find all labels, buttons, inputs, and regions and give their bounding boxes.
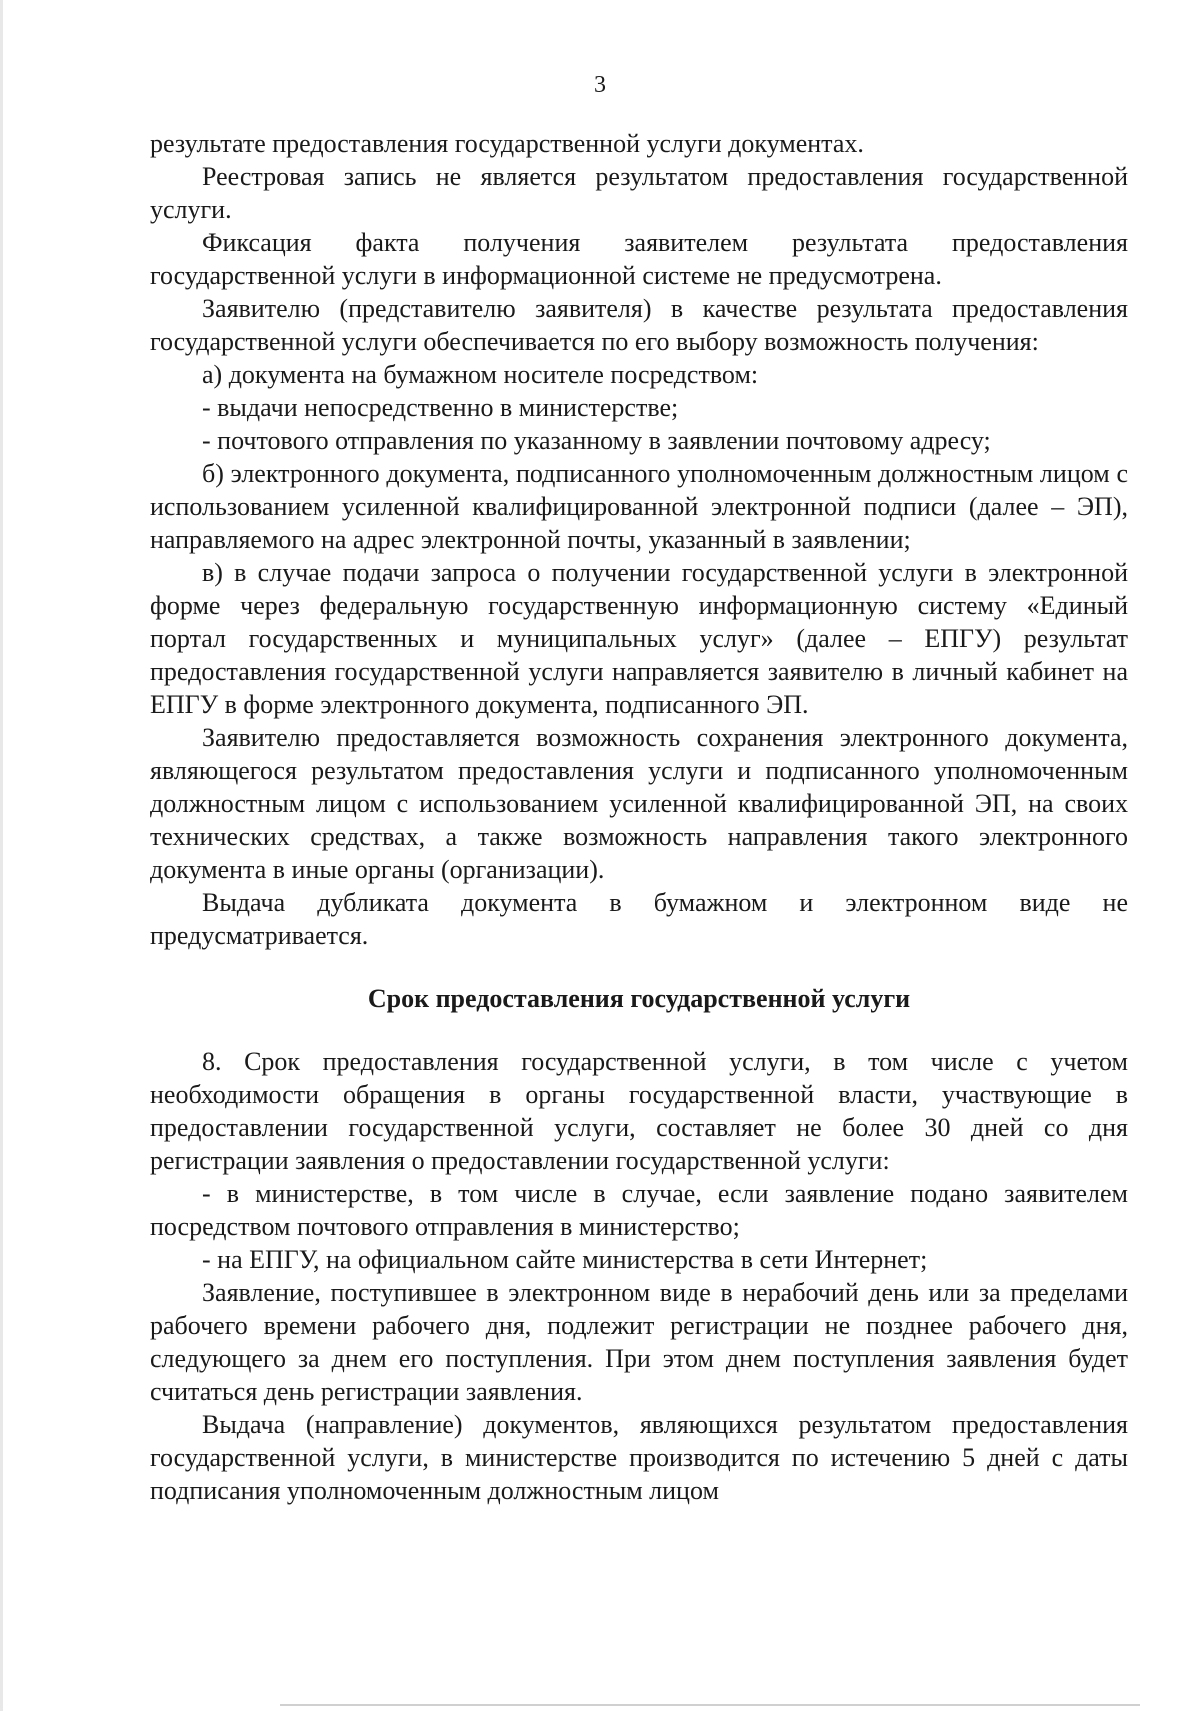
- paragraph: - почтового отправления по указанному в заявлении почтовому адресу;: [202, 426, 991, 455]
- scan-edge-left: [0, 0, 3, 1711]
- scan-edge-bottom: [280, 1704, 1140, 1706]
- paragraph: - в министерстве, в том числе в случае, если заявление подано заявителем посредством почтового отправления в министерство;: [150, 1179, 1128, 1241]
- paragraph: Выдача дубликата документа в бумажном и электронном виде не предусматривается.: [150, 888, 1128, 950]
- paragraph: Заявителю (представителю заявителя) в качестве результата предоставления государственной услуги обеспечивается по его выбору возможность получения:: [150, 294, 1128, 356]
- paragraph: б) электронного документа, подписанного уполномоченным должностным лицом с использованием усиленной квалифицированной электронной подписи (далее – ЭП), направляемого на адрес электронной почты, указанный в заявлении;: [150, 459, 1128, 554]
- paragraph: результате предоставления государственной услуги документах.: [150, 129, 864, 158]
- paragraph-group-deadline: [150, 1045, 1128, 1507]
- paragraph: - на ЕПГУ, на официальном сайте министерства в сети Интернет;: [202, 1245, 928, 1274]
- paragraph: Выдача (направление) документов, являющихся результатом предоставления государственной услуги, в министерстве производится по истечению 5 дней с даты подписания уполномоченным должностным лицом: [150, 1410, 1128, 1505]
- paragraph: Заявителю предоставляется возможность сохранения электронного документа, являющегося результатом предоставления услуги и подписанного уполномоченным должностным лицом с использованием усиленной квалифицированной ЭП, на своих технических средствах, а также возможность направления такого электронного документа в иные органы (организации).: [150, 723, 1128, 884]
- paragraph: в) в случае подачи запроса о получении государственной услуги в электронной форме через федеральную государственную информационную систему «Единый портал государственных и муниципальных услуг» (далее – ЕПГУ) результат предоставления государственной услуги направляется заявителю в личный кабинет на ЕПГУ в форме электронного документа, подписанного ЭП.: [150, 558, 1128, 719]
- paragraph: Реестровая запись не является результатом предоставления государственной услуги.: [150, 162, 1128, 224]
- page-number: 3: [594, 72, 606, 98]
- section-heading: Срок предоставления государственной услуги: [367, 984, 911, 1013]
- paragraph: - выдачи непосредственно в министерстве;: [202, 393, 679, 422]
- document-body: [150, 127, 1128, 1507]
- paragraph: Фиксация факта получения заявителем результата предоставления государственной услуги в информационной системе не предусмотрена.: [150, 228, 1128, 290]
- paragraph: Заявление, поступившее в электронном виде в нерабочий день или за пределами рабочего времени рабочего дня, подлежит регистрации не позднее рабочего дня, следующего за днем его поступления. При этом днем поступления заявления будет считаться день регистрации заявления.: [150, 1278, 1128, 1406]
- paragraph-group-results: [150, 127, 1128, 952]
- paragraph: а) документа на бумажном носителе посредством:: [202, 360, 759, 389]
- paragraph: 8. Срок предоставления государственной услуги, в том числе с учетом необходимости обращения в органы государственной власти, участвующие в предоставлении государственной услуги, составляет не более 30 дней со дня регистрации заявления о предоставлении государственной услуги:: [150, 1047, 1128, 1175]
